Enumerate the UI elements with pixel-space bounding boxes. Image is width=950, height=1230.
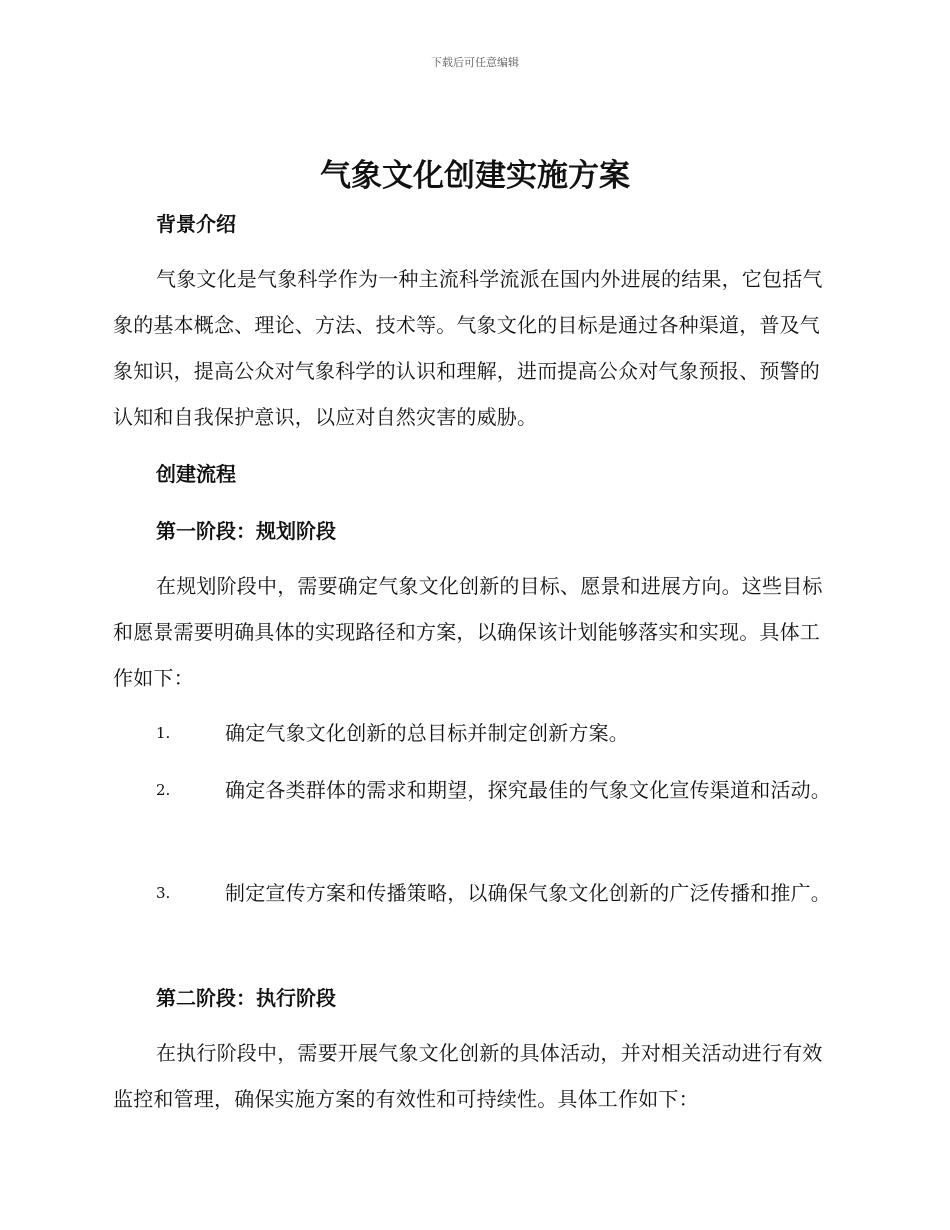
paragraph-phase2: 在执行阶段中，需要开展气象文化创新的具体活动，并对相关活动进行有效监控和管理，确保实施方案的有效性和可持续性。具体工作如下： xyxy=(113,1041,823,1111)
paragraph-phase1: 在规划阶段中，需要确定气象文化创新的目标、愿景和进展方向。这些目标和愿景需要明确具体的实现路径和方案，以确保该计划能够落实和实现。具体工作如下： xyxy=(113,574,823,690)
heading-phase1: 第一阶段：规划阶段 xyxy=(156,519,336,543)
list-item-text: 制定宣传方案和传播策略，以确保气象文化创新的广泛传播和推广。 xyxy=(225,881,831,905)
list-item-text: 确定各类群体的需求和期望，探究最佳的气象文化宣传渠道和活动。 xyxy=(225,778,831,802)
list-item-number: 2. xyxy=(156,781,171,799)
header-note: 下载后可任意编辑 xyxy=(431,56,519,69)
list-item-number: 1. xyxy=(156,724,171,742)
document-title: 气象文化创建实施方案 xyxy=(320,158,630,194)
heading-phase2: 第二阶段：执行阶段 xyxy=(156,986,336,1010)
paragraph-background: 气象文化是气象科学作为一种主流科学流派在国内外进展的结果，它包括气象的基本概念、理论、方法、技术等。气象文化的目标是通过各种渠道，普及气象知识，提高公众对气象科学的认识和理解，进而提高公众对气象预报、预警的认知和自我保护意识，以应对自然灾害的威胁。 xyxy=(113,267,823,429)
list-item xyxy=(113,870,833,916)
heading-background: 背景介绍 xyxy=(156,212,236,236)
list-item-text: 确定气象文化创新的总目标并制定创新方案。 xyxy=(225,721,629,745)
list-item-number: 3. xyxy=(156,884,171,902)
list-item xyxy=(113,767,833,813)
heading-process: 创建流程 xyxy=(156,462,236,486)
list-item xyxy=(113,710,833,756)
